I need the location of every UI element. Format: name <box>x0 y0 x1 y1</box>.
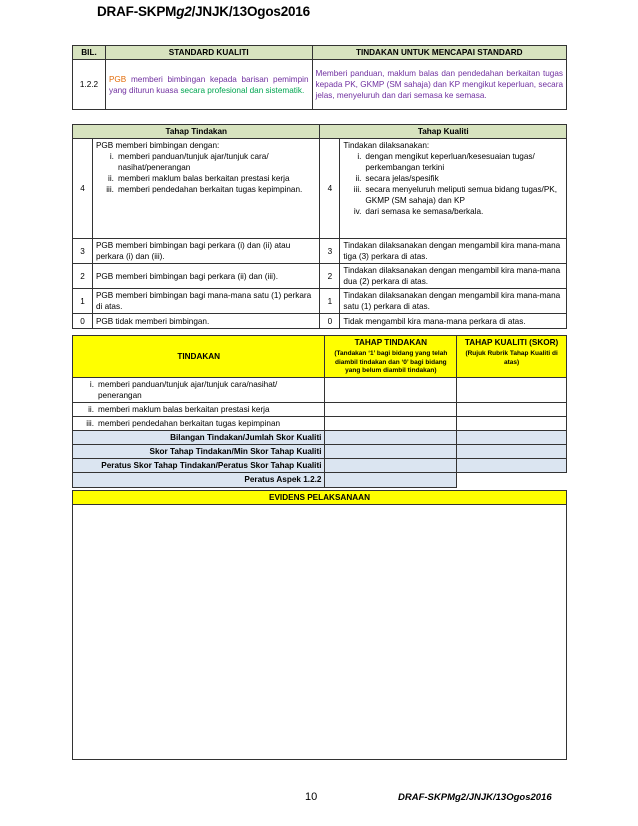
col-tahap-tindakan-note: (Tandakan ‘1’ bagi bidang yang telah diambil tindakan dan ‘0’ bagi bidang yang belum diambil tindakan) <box>334 350 448 374</box>
kualiti-cell: Tindakan dilaksanakan dengan mengambil kira mana-mana dua (2) perkara di atas. <box>340 264 567 289</box>
list-item: ii. memberi maklum balas berkaitan prestasi kerja <box>108 174 290 184</box>
bil-value: 1.2.2 <box>73 60 106 110</box>
table-row <box>73 378 567 403</box>
document-header <box>97 4 310 19</box>
list-item: iii. secara menyeluruh meliputi semua bidang tugas/PK, GKMP (SM sahaja) dan KP <box>353 185 558 206</box>
peratus-aspek-label: Peratus Aspek 1.2.2 <box>73 473 325 487</box>
tindakan-cell: PGB memberi bimbingan bagi mana-mana satu (1) perkara di atas. <box>92 289 320 314</box>
col-tahap-kualiti-note: (Rujuk Rubrik Tahap Kualiti di atas) <box>465 350 558 366</box>
tindakan-4-list <box>96 151 317 195</box>
header-rest: /JNJK/13Ogos2016 <box>191 4 310 19</box>
tahap-tindakan-input[interactable] <box>325 417 457 431</box>
list-item: iv. dari semasa ke semasa/berkala. <box>353 207 484 217</box>
col-tindakan-standard: TINDAKAN UNTUK MENCAPAI STANDARD <box>312 46 566 60</box>
standard-part-1: PGB <box>108 74 127 84</box>
summary-skor-tindakan[interactable] <box>325 445 457 459</box>
tahap-table <box>72 124 567 329</box>
summary-bilangan-tindakan[interactable] <box>325 431 457 445</box>
item-cell: ii. memberi maklum balas berkaitan prestasi kerja <box>73 403 325 417</box>
list-item: ii. secara jelas/spesifik <box>355 174 439 184</box>
standard-table <box>72 45 567 110</box>
score-cell: 3 <box>320 239 340 264</box>
table-row <box>73 403 567 417</box>
list-item: i. memberi panduan/tunjuk ajar/tunjuk cara/ nasihat/penerangan <box>109 152 269 173</box>
tahap-kualiti-input[interactable] <box>457 417 567 431</box>
col-tahap-tindakan-title: TAHAP TINDAKAN <box>354 338 428 347</box>
tindakan-cell: PGB memberi bimbingan bagi perkara (ii) dan (iii). <box>92 264 320 289</box>
score-cell: 2 <box>320 264 340 289</box>
item-cell: iii. memberi pendedahan berkaitan tugas kepimpinan <box>73 417 325 431</box>
tindakan-4-intro: PGB memberi bimbingan dengan: <box>95 141 220 151</box>
list-item: i. dengan mengikut keperluan/kesesuaian tugas/ perkembangan terkini <box>357 152 535 173</box>
tindakan-text: Memberi panduan, maklum balas dan pendedahan berkaitan tugas kepada PK, GKMP (SM sahaja) dan KP mengikut keperluan, secara jelas, menyeluruh dan dari semasa ke semasa. <box>312 60 566 110</box>
tahap-tindakan-input[interactable] <box>325 378 457 403</box>
col-tahap-kualiti-score <box>457 336 567 378</box>
col-standard-kualiti: STANDARD KUALITI <box>105 46 312 60</box>
table-row <box>73 239 567 264</box>
kualiti-cell: Tindakan dilaksanakan dengan mengambil kira mana-mana tiga (3) perkara di atas. <box>340 239 567 264</box>
header-prefix: DRAF-SKPM <box>97 4 177 19</box>
page-number: 10 <box>305 791 318 803</box>
kualiti-cell: Tindakan dilaksanakan dengan mengambil kira mana-mana satu (1) perkara di atas. <box>340 289 567 314</box>
tahap-tindakan-input[interactable] <box>325 403 457 417</box>
col-tahap-kualiti-title: TAHAP KUALITI (SKOR) <box>464 338 559 347</box>
standard-part-2: memberi bimbingan kepada barisan pemimpin yang diturun kuasa <box>108 74 309 95</box>
tahap-kualiti-input[interactable] <box>457 403 567 417</box>
header-suffix: g2 <box>176 4 192 19</box>
summary-bilangan-kualiti[interactable] <box>457 431 567 445</box>
summary-skor: Skor Tahap Tindakan/Min Skor Tahap Kualiti <box>73 445 325 459</box>
kualiti-4-cell <box>340 139 567 239</box>
score-4-tindakan: 4 <box>73 139 93 239</box>
peratus-aspek-value[interactable] <box>325 473 457 487</box>
col-tahap-tindakan: Tahap Tindakan <box>73 125 320 139</box>
tindakan-4-cell <box>92 139 320 239</box>
kualiti-cell: Tidak mengambil kira mana-mana perkara di atas. <box>340 314 567 329</box>
summary-peratus: Peratus Skor Tahap Tindakan/Peratus Skor Tahap Kualiti <box>73 459 325 473</box>
col-bil: BIL. <box>73 46 106 60</box>
col-tahap-tindakan-score <box>325 336 457 378</box>
summary-peratus-kualiti[interactable] <box>457 459 567 473</box>
evidens-table <box>72 490 567 760</box>
table-row <box>73 289 567 314</box>
table-row <box>73 417 567 431</box>
score-cell: 0 <box>320 314 340 329</box>
tahap-kualiti-input[interactable] <box>457 378 567 403</box>
evidens-content-area[interactable] <box>73 505 567 760</box>
score-cell: 1 <box>73 289 93 314</box>
kualiti-4-list <box>343 151 563 217</box>
score-table <box>72 335 567 488</box>
item-cell: i. memberi panduan/tunjuk ajar/tunjuk cara/nasihat/ penerangan <box>73 378 325 403</box>
summary-peratus-tindakan[interactable] <box>325 459 457 473</box>
table-row <box>73 314 567 329</box>
score-4-kualiti: 4 <box>320 139 340 239</box>
score-cell: 0 <box>73 314 93 329</box>
score-cell: 1 <box>320 289 340 314</box>
tindakan-cell: PGB memberi bimbingan bagi perkara (i) dan (ii) atau perkara (i) dan (iii). <box>92 239 320 264</box>
tindakan-cell: PGB tidak memberi bimbingan. <box>92 314 320 329</box>
kualiti-4-intro: Tindakan dilaksanakan: <box>343 141 430 151</box>
standard-text <box>105 60 312 110</box>
score-cell: 3 <box>73 239 93 264</box>
standard-part-3: secara profesional dan sistematik. <box>180 85 305 95</box>
summary-bilangan: Bilangan Tindakan/Jumlah Skor Kualiti <box>73 431 325 445</box>
empty-cell <box>457 473 567 487</box>
table-row <box>73 264 567 289</box>
col-tahap-kualiti: Tahap Kualiti <box>320 125 567 139</box>
list-item: iii. memberi pendedahan berkaitan tugas kepimpinan. <box>106 185 303 195</box>
footer-reference: DRAF-SKPMg2/JNJK/13Ogos2016 <box>398 792 552 803</box>
score-cell: 2 <box>73 264 93 289</box>
evidens-title: EVIDENS PELAKSANAAN <box>73 491 567 505</box>
col-tindakan: TINDAKAN <box>73 336 325 378</box>
summary-skor-kualiti[interactable] <box>457 445 567 459</box>
